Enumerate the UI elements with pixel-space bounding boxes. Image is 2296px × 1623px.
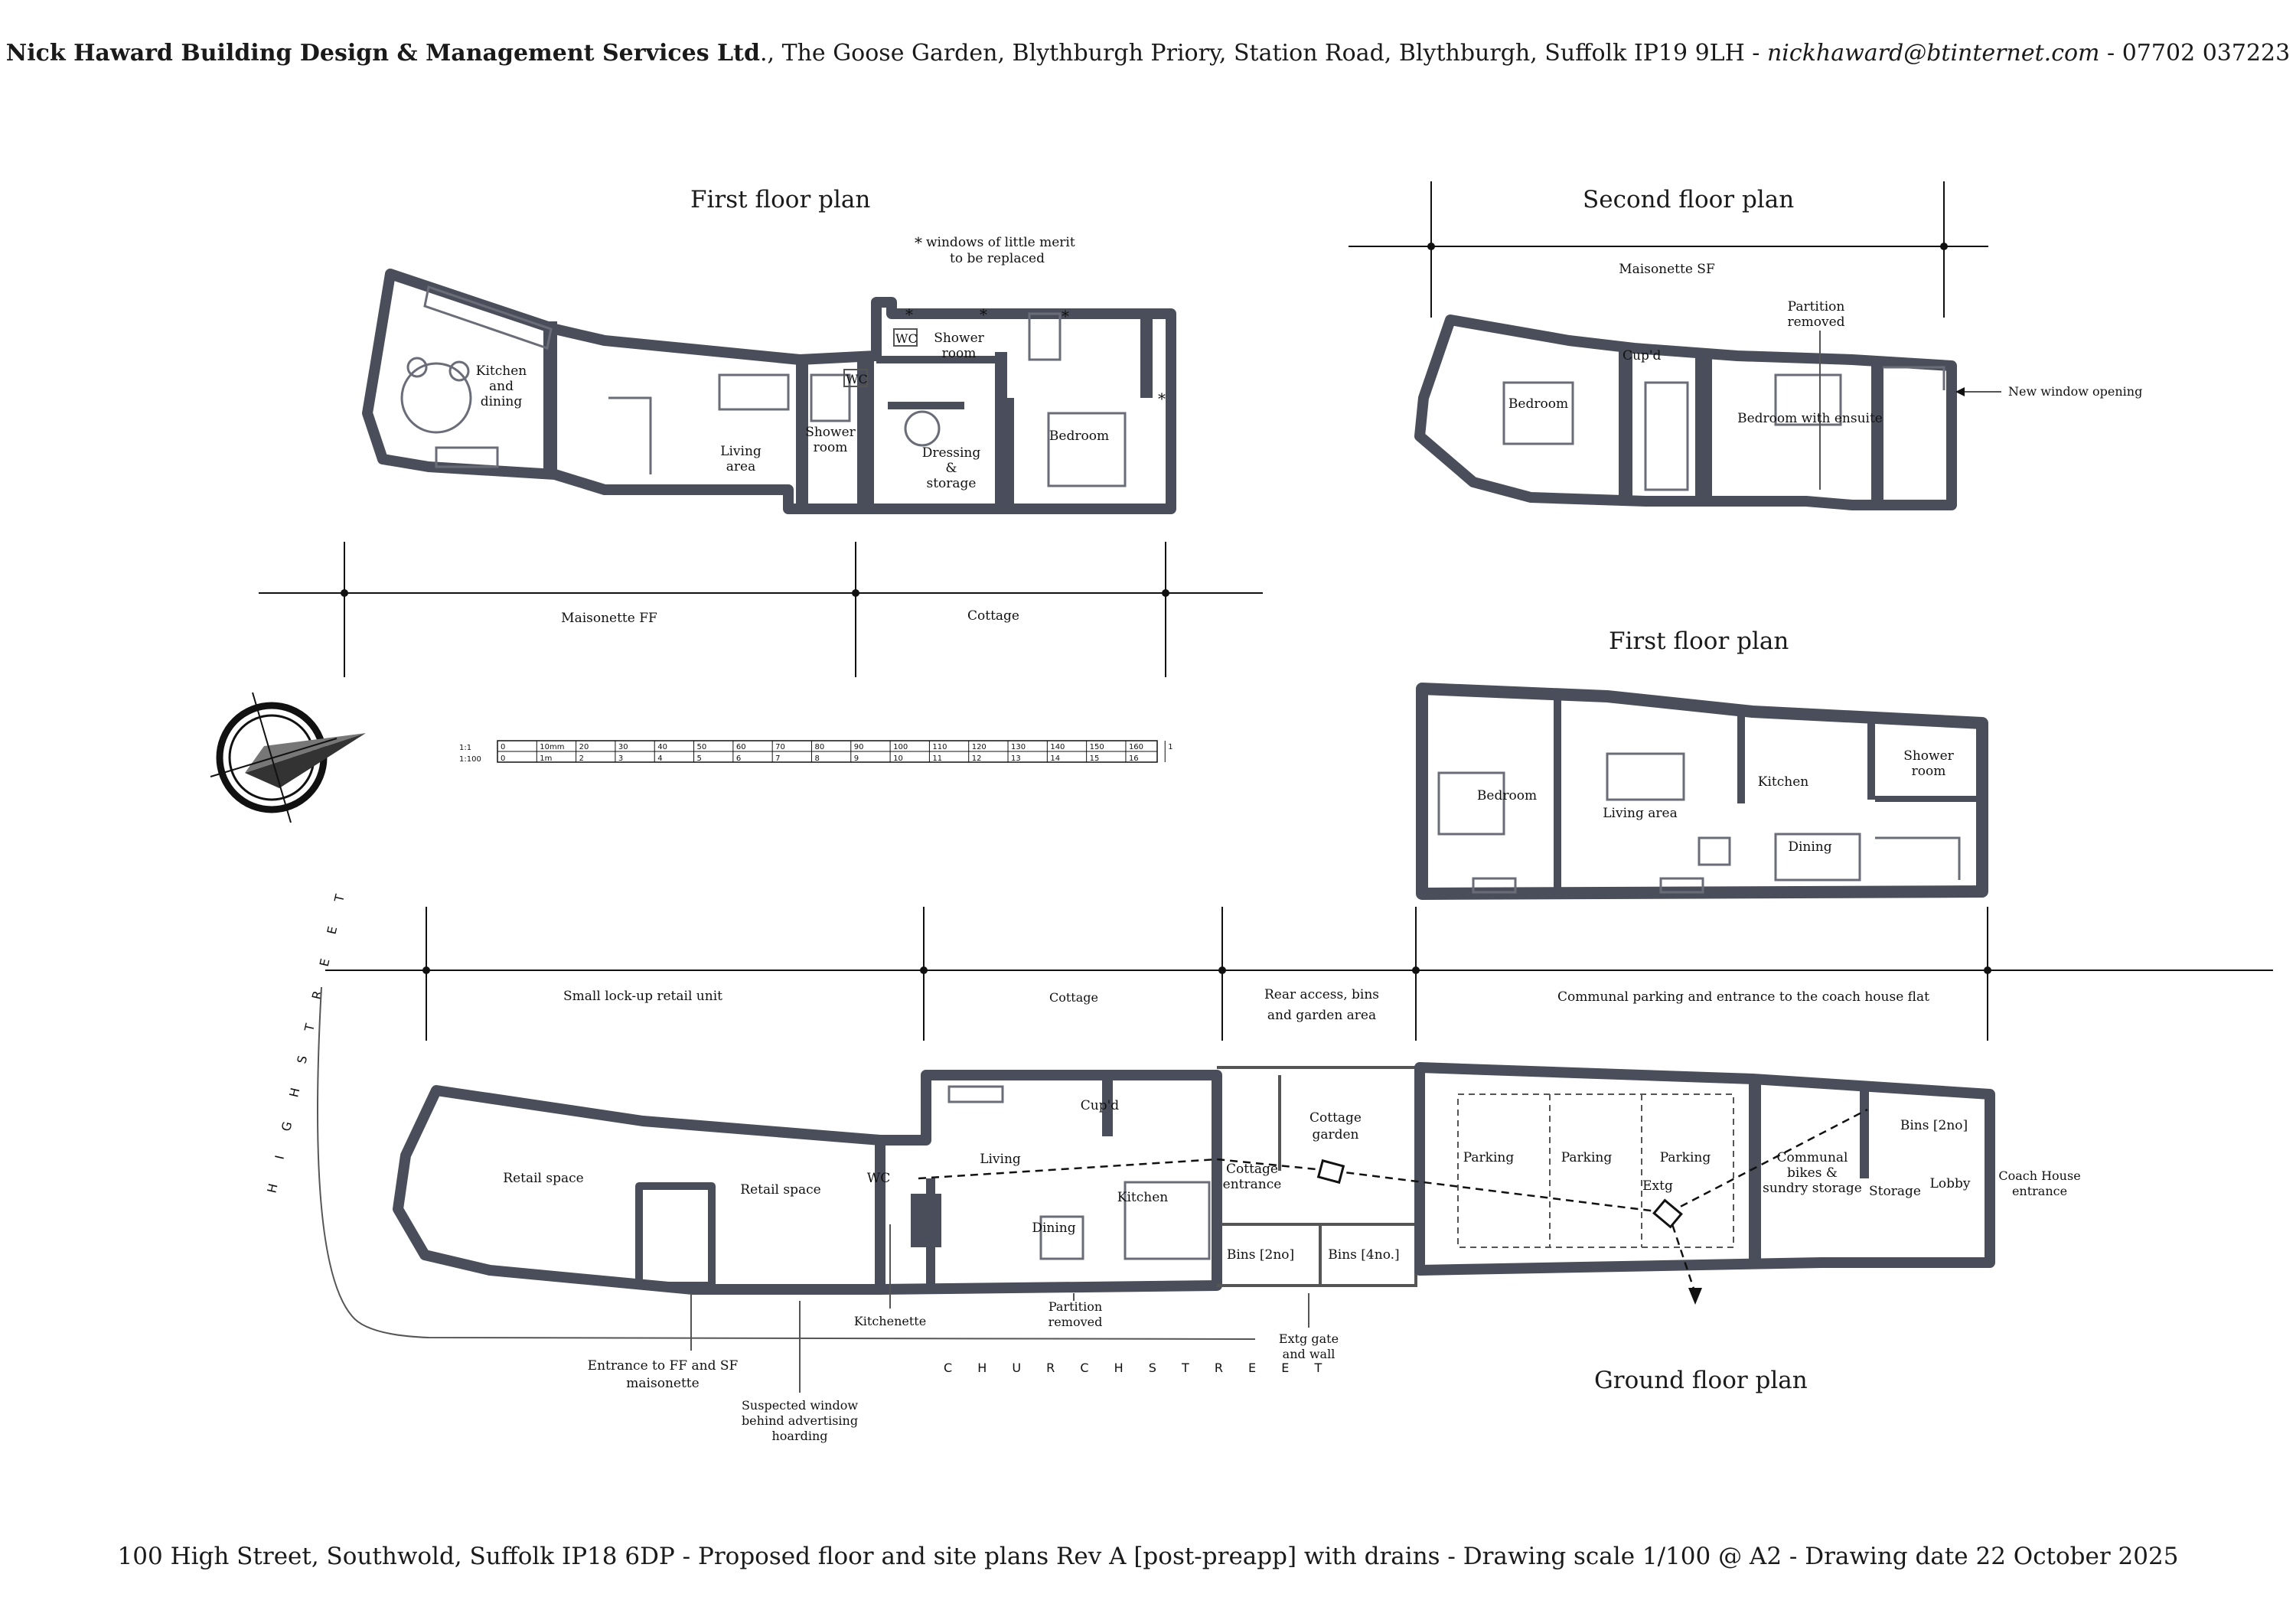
sf-cupd: Cup'd <box>1623 348 1662 363</box>
company-phone: - 07702 037223 <box>2099 40 2291 67</box>
ground-floor-plan <box>264 882 2273 1443</box>
ff-dressing-2: & <box>945 461 957 476</box>
ff-kitchen-1: Kitchen <box>475 363 527 379</box>
ff-dressing-3: storage <box>926 476 977 491</box>
scale-tick-label-mm: 90 <box>853 743 864 751</box>
ff-living-1: Living <box>720 444 762 459</box>
scale-tick-label-m: 4 <box>657 754 663 763</box>
gf-living: Living <box>980 1152 1021 1167</box>
gf-coach-1: Coach House <box>1998 1168 2081 1183</box>
callout-entrance-2: maisonette <box>626 1376 700 1391</box>
scale-tick-label-mm: 150 <box>1089 743 1104 751</box>
gf-bins-2b: Bins [2no] <box>1900 1118 1968 1133</box>
dim-rear-2: and garden area <box>1267 1008 1377 1023</box>
scale-tick-label-m: 11 <box>932 754 943 763</box>
ff-wc-b: WC <box>846 372 868 386</box>
cf-dining: Dining <box>1788 839 1832 855</box>
scale-tick-label-m: 5 <box>696 754 702 763</box>
scale-tick-label-m: 2 <box>579 754 584 763</box>
callout-partition-1: Partition <box>1048 1299 1103 1314</box>
sf-bedroom-ensuite: Bedroom with ensuite <box>1737 411 1883 426</box>
ff-asterisk-2: * <box>980 305 987 324</box>
gf-communal-3: sundry storage <box>1763 1181 1862 1196</box>
gf-cottage-garden-1: Cottage <box>1309 1110 1362 1126</box>
second-floor-plan <box>1349 181 2142 505</box>
dim-maisonette-sf: Maisonette SF <box>1619 262 1715 277</box>
title-first-floor-coach: First floor plan <box>1609 627 1789 655</box>
sf-new-window: New window opening <box>2008 384 2143 399</box>
cf-kitchen: Kitchen <box>1757 774 1809 790</box>
company-email: nickhaward@btinternet.com <box>1766 40 2100 67</box>
gf-coach-2: entrance <box>2011 1184 2068 1198</box>
scale-tick-label-m: 7 <box>775 754 781 763</box>
gf-cottage-entrance-1: Cottage <box>1226 1162 1278 1177</box>
company-address: ., The Goose Garden, Blythburgh Priory, Station Road, Blythburgh, Suffolk IP19 9LH - <box>759 40 1767 67</box>
gf-communal-2: bikes & <box>1787 1165 1838 1181</box>
scale-tick-label-m: 9 <box>853 754 859 763</box>
gf-storage: Storage <box>1869 1184 1921 1199</box>
title-ground-floor: Ground floor plan <box>1594 1367 1808 1394</box>
scale-tick-label-mm: 30 <box>618 743 628 751</box>
callout-suspected-3: hoarding <box>771 1429 828 1443</box>
dim-cottage-gf: Cottage <box>1049 990 1098 1005</box>
scale-tick-label-m: 16 <box>1128 754 1139 763</box>
title-first-floor-main: First floor plan <box>690 186 871 213</box>
dim-cottage-ff: Cottage <box>967 608 1019 624</box>
scale-tick-label-mm: 160 <box>1128 743 1144 751</box>
scale-tick-label-m: 10 <box>893 754 903 763</box>
ff-shower-a-2: room <box>813 440 848 455</box>
scale-tick-label-m: 13 <box>1011 754 1021 763</box>
callout-gate-2: and wall <box>1282 1347 1336 1361</box>
gf-parking-3: Parking <box>1659 1150 1711 1165</box>
callout-suspected-1: Suspected window <box>741 1398 859 1413</box>
scale-tick-label-mm: 20 <box>579 743 589 751</box>
sf-partition-2: removed <box>1787 314 1845 330</box>
scale-tick-label-mm: 70 <box>775 743 785 751</box>
company-name: Nick Haward Building Design & Management Services Ltd <box>5 40 760 67</box>
gf-parking-1: Parking <box>1463 1150 1515 1165</box>
gf-extg: Extg <box>1642 1178 1673 1194</box>
street-high: H I G H S T R E E T <box>264 882 351 1194</box>
scale-tick-label-mm: 80 <box>814 743 825 751</box>
sf-bedroom: Bedroom <box>1508 396 1569 412</box>
ff-dressing-1: Dressing <box>921 445 981 461</box>
gf-bins-2: Bins [2no] <box>1226 1247 1295 1263</box>
scale-tick-label-m: 8 <box>814 754 820 763</box>
north-arrow-icon <box>210 693 366 823</box>
ff-asterisk-3: * <box>1062 307 1069 325</box>
cf-shower-1: Shower <box>1903 748 1954 764</box>
gf-dining: Dining <box>1032 1221 1076 1236</box>
ff-asterisk-1: * <box>905 305 913 324</box>
callout-gate-1: Extg gate <box>1278 1331 1339 1346</box>
scale-tick-label-mm: 0 <box>501 743 506 751</box>
scale-bar <box>459 741 1173 764</box>
scale-tick-label-mm: 140 <box>1050 743 1065 751</box>
street-church: C H U R C H S T R E E T <box>944 1361 1333 1375</box>
gf-wc: WC <box>866 1171 891 1186</box>
ff-kitchen-2: and <box>489 379 514 394</box>
windows-note-line1: windows of little merit <box>926 235 1075 250</box>
gf-bins-4: Bins [4no.] <box>1328 1247 1400 1263</box>
ff-shower-a-1: Shower <box>805 425 856 440</box>
callout-kitchenette: Kitchenette <box>853 1314 927 1328</box>
callout-suspected-2: behind advertising <box>741 1413 859 1428</box>
gf-cupd: Cup'd <box>1080 1098 1120 1113</box>
callout-partition-2: removed <box>1048 1315 1103 1329</box>
scale-tick-label-mm: 120 <box>971 743 987 751</box>
gf-communal-1: Communal <box>1776 1150 1848 1165</box>
scale-tick-label-mm: 1 <box>1168 743 1173 751</box>
dim-maisonette-ff: Maisonette FF <box>561 611 657 626</box>
scale-tick-label-m: 3 <box>618 754 624 763</box>
scale-tick-label-m: 14 <box>1050 754 1061 763</box>
windows-note-asterisk: * <box>915 233 922 252</box>
ff-asterisk-4: * <box>1158 389 1166 408</box>
title-second-floor: Second floor plan <box>1583 186 1795 213</box>
gf-lobby: Lobby <box>1929 1176 1971 1191</box>
gf-parking-2: Parking <box>1561 1150 1613 1165</box>
scale-tick-label-m: 6 <box>735 754 742 763</box>
scale-row1-label: 1:1 <box>459 744 472 752</box>
callout-entrance-1: Entrance to FF and SF <box>587 1358 739 1374</box>
dim-retail: Small lock-up retail unit <box>563 989 722 1004</box>
first-floor-main-plan <box>259 233 1263 677</box>
windows-note-line2: to be replaced <box>950 251 1045 266</box>
gf-retail-2: Retail space <box>740 1182 821 1198</box>
ff-shower-b-2: room <box>941 346 977 361</box>
cf-bedroom: Bedroom <box>1476 788 1538 803</box>
ff-bedroom: Bedroom <box>1049 429 1110 444</box>
gf-retail-1: Retail space <box>503 1171 584 1186</box>
scale-tick-label-mm: 100 <box>893 743 908 751</box>
scale-tick-label-mm: 10mm <box>540 743 565 751</box>
first-floor-coach-plan <box>1422 689 1982 894</box>
scale-tick-label-m: 1m <box>540 754 553 763</box>
drawing-footer: 100 High Street, Southwold, Suffolk IP18 6DP - Proposed floor and site plans Rev A [post-preapp] with drains - Drawing scale 1/100 @ A2 - Drawing date 22 October 2025 <box>117 1543 2179 1570</box>
cf-shower-2: room <box>1911 764 1946 779</box>
gf-kitchen: Kitchen <box>1117 1190 1169 1205</box>
scale-tick-label-mm: 50 <box>696 743 707 751</box>
scale-tick-label-mm: 110 <box>932 743 947 751</box>
ff-shower-b-1: Shower <box>934 331 984 346</box>
scale-tick-label-m: 12 <box>971 754 982 763</box>
ff-living-2: area <box>726 459 756 474</box>
scale-tick-label-m: 0 <box>501 754 506 763</box>
scale-tick-label-mm: 60 <box>735 743 746 751</box>
scale-tick-label-m: 15 <box>1089 754 1100 763</box>
dim-rear-1: Rear access, bins <box>1264 987 1380 1002</box>
ff-wc-a: WC <box>895 331 918 346</box>
ff-kitchen-3: dining <box>480 394 523 409</box>
gf-cottage-garden-2: garden <box>1312 1127 1359 1142</box>
cf-living: Living area <box>1603 806 1678 821</box>
scale-row2-label: 1:100 <box>459 755 481 764</box>
dim-communal: Communal parking and entrance to the coach house flat <box>1557 989 1929 1005</box>
gf-cottage-entrance-2: entrance <box>1222 1177 1282 1192</box>
scale-tick-label-mm: 130 <box>1011 743 1026 751</box>
scale-tick-label-mm: 40 <box>657 743 667 751</box>
sf-partition-1: Partition <box>1787 299 1845 314</box>
